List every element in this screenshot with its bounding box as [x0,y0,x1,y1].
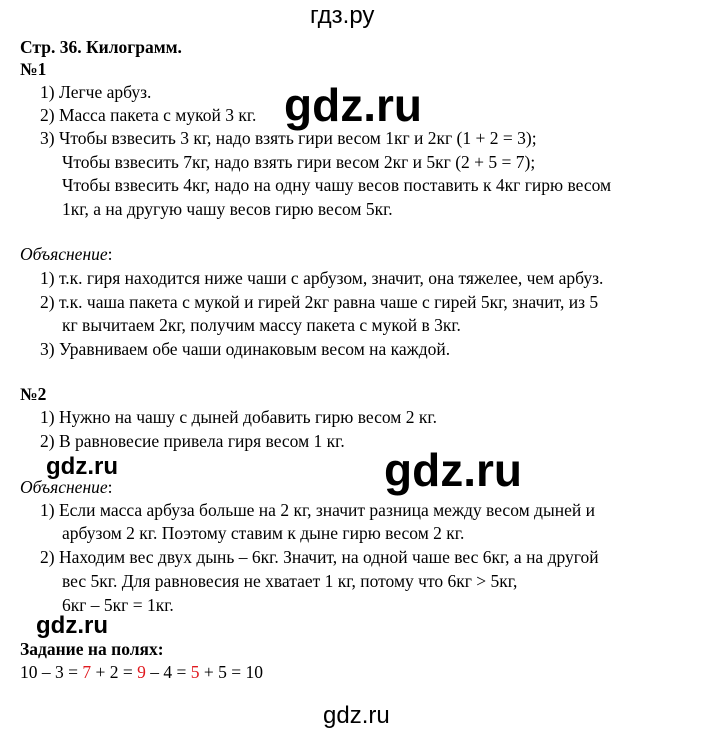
task1-explanation-1: 1) т.к. гиря находится ниже чаши с арбузом, значит, она тяжелее, чем арбуз. [40,268,604,288]
task1-item-1: 1) Легче арбуз. [40,82,152,102]
equation-part: 10 – 3 = [20,662,83,682]
task2-number: №2 [20,384,47,404]
equation-part: – 4 = [145,662,191,682]
task1-item-2: 2) Масса пакета с мукой 3 кг. [40,105,257,125]
watermark-top: гдз.ру [310,2,375,29]
task1-explanation-3: 3) Уравниваем обе чаши одинаковым весом на каждой. [40,339,451,359]
page-heading: Стр. 36. Килограмм. [20,37,182,57]
task2-item-1: 1) Нужно на чашу с дыней добавить гирю весом 2 кг. [40,407,437,427]
task1-number: №1 [20,59,47,79]
task1-item-3: 3) Чтобы взвесить 3 кг, надо взять гири весом 1кг и 2кг (1 + 2 = 3); [40,128,537,148]
task1-item-3-line-2: Чтобы взвесить 7кг, надо взять гири весом 2кг и 5кг (2 + 5 = 7); [62,152,536,172]
watermark-small-2: gdz.ru [36,612,108,639]
task2-explanation-label [20,476,113,498]
task2-explanation-1: 1) Если масса арбуза больше на 2 кг, значит разница между весом дыней и [40,500,595,520]
equation-part: + 2 = [91,662,138,682]
task2-explanation-1-line-2: арбузом 2 кг. Поэтому ставим к дыне гирю весом 2 кг. [62,523,465,543]
explanation-label-text: Объяснение [20,244,108,264]
explanation-colon: : [107,477,113,497]
task1-explanation-label [20,243,113,265]
task1-item-3-line-3: Чтобы взвесить 4кг, надо на одну чашу весов поставить к 4кг гирю весом [62,175,612,195]
equation-answer: 9 [137,662,146,682]
watermark-large-1: gdz.ru [284,79,422,131]
task2-explanation-2-line-3: 6кг – 5кг = 1кг. [62,595,174,615]
margin-task-title: Задание на полях: [20,639,164,659]
explanation-colon: : [107,244,113,264]
task2-item-2: 2) В равновесие привела гиря весом 1 кг. [40,431,345,451]
explanation-label-text: Объяснение [20,477,108,497]
watermark-small-1: gdz.ru [46,453,118,480]
task1-explanation-2-line-2: кг вычитаем 2кг, получим массу пакета с мукой в 3кг. [62,315,461,335]
watermark-large-2: gdz.ru [384,444,522,496]
equation-answer: 5 [190,662,200,682]
task1-explanation-2: 2) т.к. чаша пакета с мукой и гирей 2кг равна чаше с гирей 5кг, значит, из 5 [40,292,599,312]
watermark-bottom: gdz.ru [323,702,390,729]
task1-item-3-line-4: 1кг, а на другую чашу весов гирю весом 5кг. [62,199,393,219]
task2-explanation-2: 2) Находим вес двух дынь – 6кг. Значит, на одной чаше вес 6кг, а на другой [40,547,599,567]
margin-task-equation [20,661,263,683]
equation-answer: 7 [82,662,92,682]
equation-part: + 5 = 10 [199,662,263,682]
task2-explanation-2-line-2: вес 5кг. Для равновесия не хватает 1 кг, потому что 6кг > 5кг, [62,571,518,591]
